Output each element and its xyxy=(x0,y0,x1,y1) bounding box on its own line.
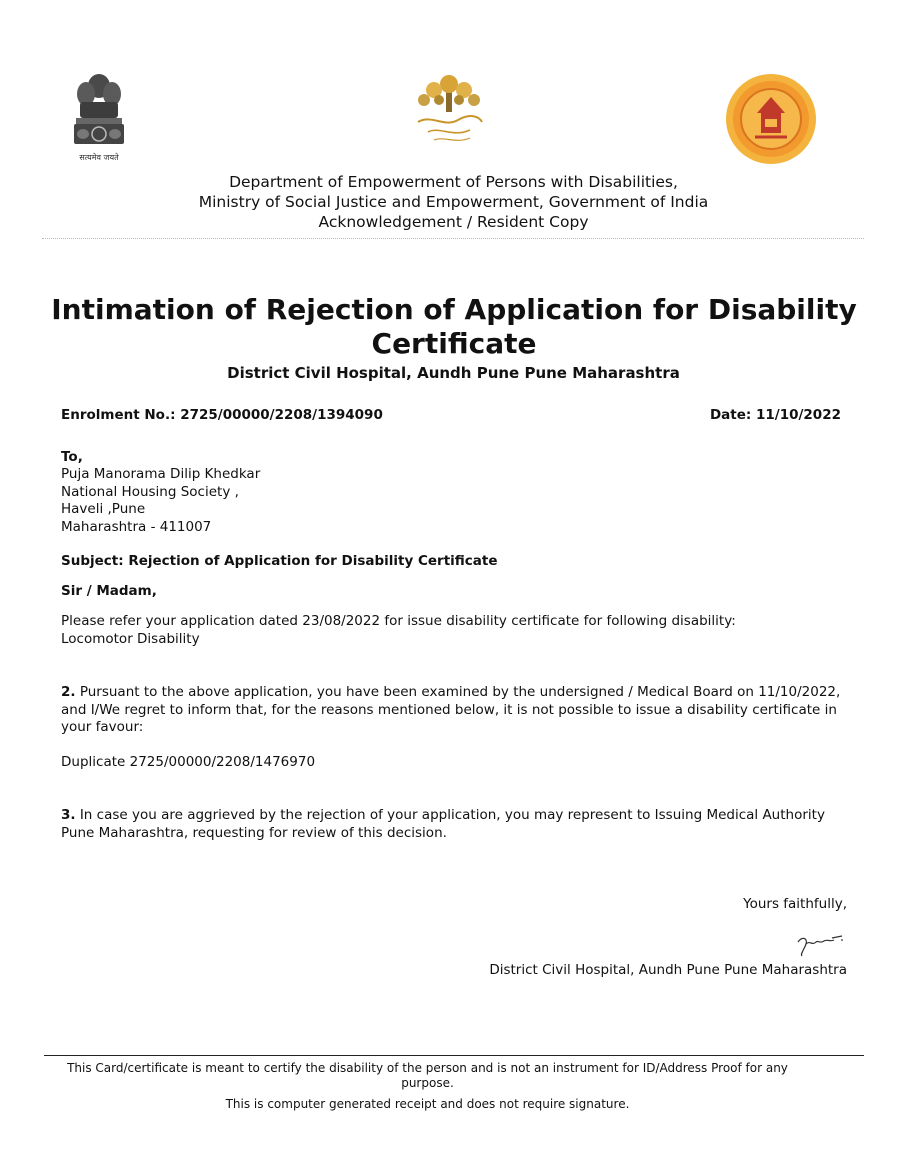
dept-line-2: Ministry of Social Justice and Empowerment, Government of India xyxy=(198,193,709,211)
address-line-2: Haveli ,Pune xyxy=(61,501,146,517)
paragraph-1-text: Please refer your application dated 23/08/2022 for issue disability certificate for following disability: xyxy=(61,613,736,629)
document-title: Intimation of Rejection of Application for Disability Certificate xyxy=(51,293,857,360)
address-line-1: National Housing Society , xyxy=(61,483,239,500)
emblem-caption: सत्यमेव जयते xyxy=(79,153,119,162)
dept-line-1: Department of Empowerment of Persons with Disabilities, xyxy=(229,173,678,191)
subject-line: Subject: Rejection of Application for Disability Certificate xyxy=(61,553,498,569)
department-header xyxy=(0,172,907,232)
yours-faithfully: Yours faithfully, xyxy=(743,896,847,912)
enrolment-label: Enrolment No.: xyxy=(61,407,176,423)
header-divider xyxy=(42,238,864,239)
paragraph-1 xyxy=(61,613,861,648)
document-date xyxy=(710,407,841,423)
enrolment-value: 2725/00000/2208/1394090 xyxy=(180,407,383,423)
to-label: To, xyxy=(61,449,83,465)
paragraph-3 xyxy=(61,807,861,842)
address-line-3: Maharashtra - 411007 xyxy=(61,518,212,535)
dept-line-3: Acknowledgement / Resident Copy xyxy=(318,213,589,231)
signature-hospital: District Civil Hospital, Aundh Pune Pune Maharashtra xyxy=(489,962,847,978)
paragraph-2-text: Pursuant to the above application, you have been examined by the undersigned / Medical Board on 11/10/2022, and I/We regret to inform that, for the reasons mentioned below, it is not possible to issue a disability certificate in your favour: xyxy=(61,684,841,735)
recipient-name: Puja Manorama Dilip Khedkar xyxy=(61,466,261,482)
footer-computer-generated: This is computer generated receipt and does not require signature. xyxy=(225,1097,630,1111)
enrolment-number xyxy=(61,407,383,423)
sugamya-bharat-logo xyxy=(404,70,494,148)
paragraph-2 xyxy=(61,684,861,737)
signature-icon xyxy=(792,928,846,960)
rejection-reason: Duplicate 2725/00000/2208/1476970 xyxy=(61,754,316,770)
date-label: Date: xyxy=(709,407,752,423)
paragraph-3-number: 3. xyxy=(61,807,76,823)
footer-disclaimer: This Card/certificate is meant to certify the disability of the person and is not an instrument for ID/Address Proof for any purpose. xyxy=(67,1061,788,1090)
paragraph-2-number: 2. xyxy=(61,684,76,700)
paragraph-3-text: In case you are aggrieved by the rejection of your application, you may represent to Issuing Medical Authority Pune Maharashtra, requesting for review of this decision. xyxy=(61,807,825,841)
salutation: Sir / Madam, xyxy=(61,583,157,599)
footer-divider xyxy=(44,1055,864,1056)
recipient-address xyxy=(61,466,260,536)
date-value: 11/10/2022 xyxy=(755,407,841,423)
disability-type: Locomotor Disability xyxy=(61,630,200,647)
issuing-hospital: District Civil Hospital, Aundh Pune Pune Maharashtra xyxy=(227,364,680,382)
maharashtra-seal-icon xyxy=(725,73,817,165)
